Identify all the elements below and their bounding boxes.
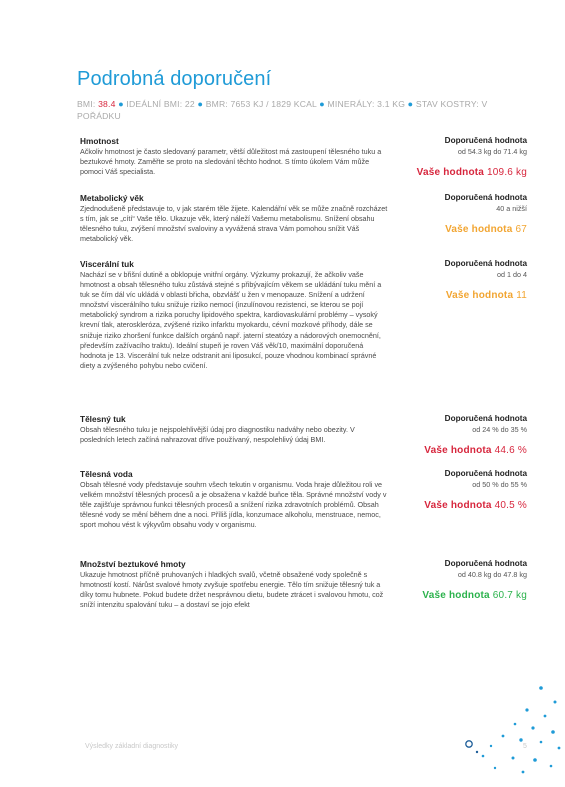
section-text: Nachází se v břišní dutině a obklopuje vnitřní orgány. Výzkumy prokazují, že ačkoliv vaše hmotnost a obsah tělesného tuku zůstává stejné s přibývajícím věkem se ukládání tuku mění a tuk se čím dál víc ukládá v oblasti břicha, obzvlášť u žen v menopauze. Snížení a udržení množství viscerálního tuku snižuje riziko nemocí (inzulínovou rezistenci, se kterou se pojí metabolický syndrom a rizika poruchy lipidového spektra, kardiovaskulární problémy – vysoký krevní tlak, ateroskleróza, zvýšené riziko infarktu myokardu, cévní mozkové příhody, dále se snižuje riziko zhoršení funkce dalších orgánů např. jaterní steatózy a nádorových onemocnění, především zažívacího traktu). Ideální stupeň je roven Váš věk/10, maximální doporučená hodnota je 13. Viscerální tuk nelze odstranit ani liposukcí, pouze vhodnou kombinací správné diety a zvýšeného pohybu nebo cvičení. [80,270,382,370]
dot [540,741,543,744]
bone-state: STAV KOSTRY: V POŘÁDKU [77,99,488,121]
dot [476,751,478,753]
your-value-number: 11 [516,290,527,301]
dot [533,758,537,762]
section-text: Obsah tělesné vody představuje souhrn všech tekutin v organismu. Voda hraje důležitou roli ve velkém množství tělesných procesů a je obsažena v každé buňce těla. Správné množství vody v těle zajišťuje správnou funkci tělesných procesů a snížení rizika zdravotních problémů. Obsah tělesné vody se mění během dne a noci. Příliš jídla, konzumace alkoholu, menstruace, nemoc, sport mohou vést k výkyvům obsahu vody v organismu. [80,480,387,530]
dot [482,755,485,758]
dot [539,686,543,690]
bullet-dot-icon: ● [197,99,204,109]
recommended-label: Doporučená hodnota [444,414,527,423]
section-title: Viscerální tuk [80,259,134,269]
section-text: Obsah tělesného tuku je nejspolehlivější údaj pro diagnostiku nadváhy nebo obezity. V posledních letech začíná nahrazovat dříve používaný, nespolehlivý údaj BMI. [80,425,355,445]
section-title: Tělesná voda [80,469,133,479]
footer-text: Výsledky základní diagnostiky [85,743,178,750]
dot [554,701,557,704]
recommended-range: 40 a nižší [496,204,527,213]
your-value-number: 44.6 % [494,445,527,456]
your-value [367,290,527,301]
dot [514,723,517,726]
your-value-label: Vaše hodnota [416,167,485,178]
dot [519,738,522,741]
section-title: Metabolický věk [80,193,144,203]
ideal-bmi: IDEÁLNÍ BMI: 22 [126,99,195,109]
section-title: Hmotnost [80,136,119,146]
dot [522,771,525,774]
dot [558,747,561,750]
recommended-range: od 1 do 4 [497,270,527,279]
section-text: Ukazuje hmotnost příčně pruhovaných i hladkých svalů, včetně obsažené vody společně s hmotností kostí. Nárůst svalové hmoty zvyšuje spotřebu energie. Tělo tím snižuje tělesný tuk a díky tomu hubnete. Pokud budete držet nesprávnou dietu, budete ztrácet i svalovou hmotu, což sníží intenzitu spalování tuku – a dostaví se jojo efekt [80,570,384,610]
ring [466,741,472,747]
recommended-range: od 50 % do 55 % [472,480,527,489]
dot [525,708,528,711]
recommended-label: Doporučená hodnota [444,559,527,568]
bullet-dot-icon: ● [319,99,325,109]
dot [550,765,553,768]
bullet-dot-icon: ● [118,99,124,109]
decorative-dots-icon [455,680,565,780]
bmr-value: BMR: 7653 KJ / 1829 KCAL [205,99,317,109]
your-value-label: Vaše hodnota [424,445,492,456]
recommended-label: Doporučená hodnota [444,259,527,268]
recommended-label: Doporučená hodnota [444,193,527,202]
dot [512,757,515,760]
recommended-label: Doporučená hodnota [444,469,527,478]
your-value-label: Vaše hodnota [422,590,490,601]
your-value-number: 67 [515,224,527,235]
bmi-label: BMI: [77,99,99,109]
recommended-range: od 24 % do 35 % [472,425,527,434]
dot [531,726,534,729]
bmi-value: 38.4 [98,99,116,109]
your-value-label: Vaše hodnota [445,224,513,235]
page-number: 5 [523,743,527,750]
dot [544,715,547,718]
your-value [367,167,527,178]
your-value [367,590,527,601]
dot [494,767,496,769]
your-value-number: 60.7 kg [492,590,527,601]
summary-line [77,98,497,122]
page-title: Podrobná doporučení [77,68,272,90]
section-text: Zjednodušeně představuje to, v jak starém těle žijete. Kalendářní věk se může značně rozcházet s tím, jak se „cítí“ Vaše tělo. Ukazuje věk, který náleží Vašemu metabolismu. Snížení obsahu tělesného tuku, zvýšení množství svaloviny a vyvážená strava Vám pomohou snížit Váš metabolický věk. [80,204,388,244]
dot [502,735,505,738]
recommended-range: od 54.3 kg do 71.4 kg [457,147,527,156]
dot [490,745,492,747]
minerals-value: MINERÁLY: 3.1 KG [327,99,406,109]
your-value-label: Vaše hodnota [445,290,514,301]
bullet-dot-icon: ● [407,99,414,109]
section-title: Množství beztukové hmoty [80,559,186,569]
dot [551,730,555,734]
your-value-number: 109.6 kg [487,167,527,178]
your-value-label: Vaše hodnota [424,500,492,511]
your-value-number: 40.5 % [494,500,527,511]
recommended-range: od 40.8 kg do 47.8 kg [457,570,527,579]
your-value [367,445,527,456]
section-text: Ačkoliv hmotnost je často sledovaný parametr, větší důležitost má zastoupení tělesného tuku a beztukové hmoty. Zaměřte se proto na sledování těchto hodnot. S tímto úkolem Vám může pomoci Váš specialista. [80,147,382,177]
your-value [367,224,527,235]
recommended-label: Doporučená hodnota [444,136,527,145]
your-value [367,500,527,511]
section-title: Tělesný tuk [80,414,126,424]
